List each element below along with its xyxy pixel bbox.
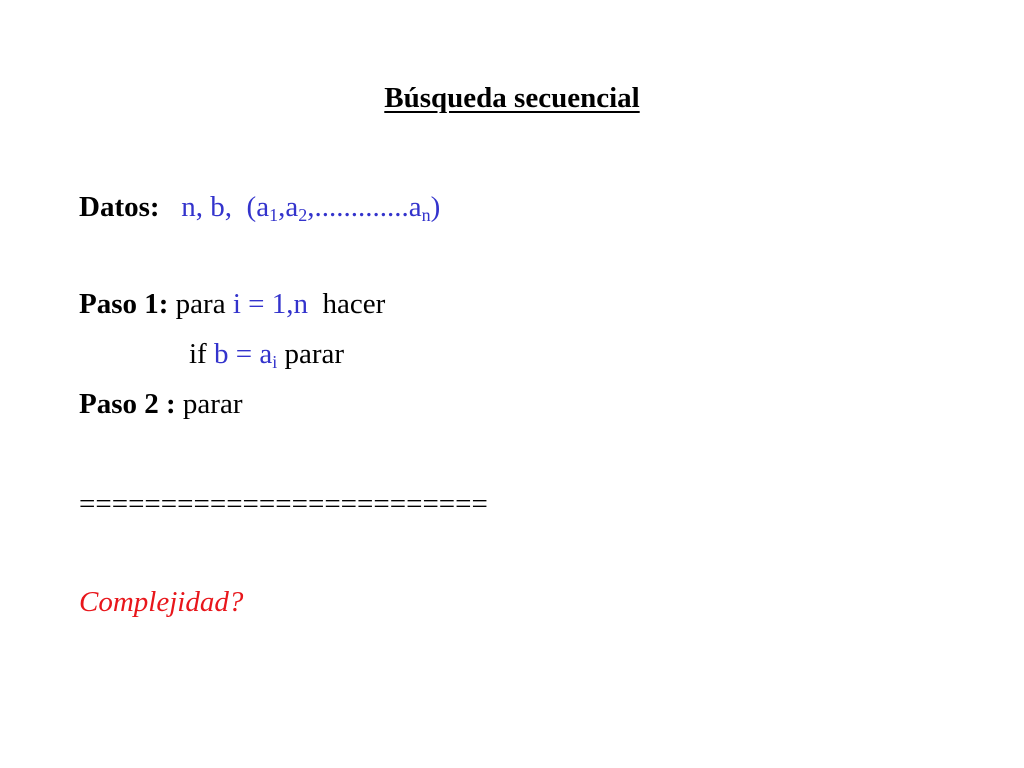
datos-vars-text: n, b,: [181, 191, 233, 223]
if-condition: [214, 338, 277, 370]
if-keyword: if: [189, 338, 207, 370]
paso1-line: [79, 290, 385, 319]
datos-sub-2: 2: [298, 205, 308, 225]
paso1-para: para: [175, 288, 226, 320]
datos-sub-n: n: [421, 205, 431, 225]
datos-seq-close: ): [430, 191, 441, 223]
paso1-label: Paso 1:: [79, 288, 169, 320]
separator-line: =========================: [79, 488, 488, 520]
complejidad-question: Complejidad?: [79, 586, 244, 618]
datos-dots: ,.............a: [307, 191, 422, 223]
paso2-line: [79, 390, 242, 419]
datos-line: [79, 191, 441, 225]
paso1-if-line: [189, 338, 345, 372]
paso2-label: Paso 2 :: [79, 388, 176, 420]
if-parar: parar: [284, 338, 345, 370]
datos-label: Datos:: [79, 191, 160, 223]
paso1-hacer: hacer: [322, 288, 386, 320]
datos-vars: [181, 191, 440, 223]
slide-title: [0, 82, 1024, 115]
if-condition-text: b = a: [213, 338, 273, 370]
datos-comma-1: ,a: [278, 191, 299, 223]
slide-title-text: Búsqueda secuencial: [384, 82, 640, 114]
paso2-parar: parar: [182, 388, 243, 420]
if-sub-i: i: [272, 352, 278, 372]
datos-sub-1: 1: [269, 205, 279, 225]
datos-seq-open: (a: [246, 191, 270, 223]
paso1-range: i = 1,n: [232, 288, 308, 320]
